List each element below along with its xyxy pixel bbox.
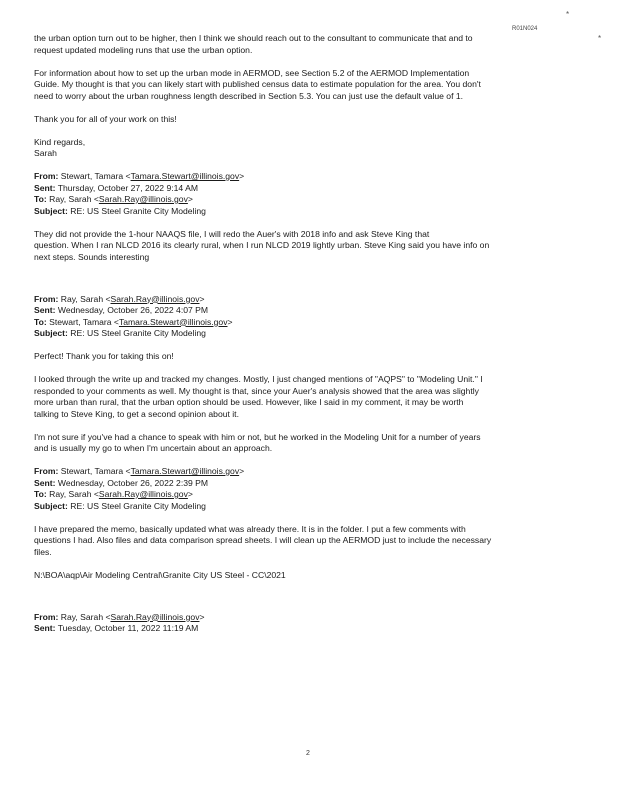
from-name: Stewart, Tamara < <box>60 466 131 476</box>
scan-mark: * <box>566 10 570 19</box>
body-line: Perfect! Thank you for taking this on! <box>34 351 174 361</box>
email-header: From: Stewart, Tamara <Tamara.Stewart@illinois.gov> Sent: Wednesday, October 26, 2022 2:39 PM To: Ray, Sarah <Sarah.Ray@illinois.gov> Subject: RE: US Steel Granite City Modeling <box>34 466 245 511</box>
body-line: request updated modeling runs that use the urban option. <box>34 44 253 55</box>
signature: Sarah <box>34 148 57 158</box>
body-line: next steps. Sounds interesting <box>34 251 150 262</box>
from-name: Ray, Sarah < <box>60 293 111 304</box>
subject-label: Subject: <box>34 205 68 216</box>
email-thread <box>34 33 582 635</box>
sent-label: Sent: <box>34 623 56 633</box>
to-email-link[interactable]: Sarah.Ray@illinois.gov <box>98 194 188 204</box>
from-label: From: <box>34 466 59 476</box>
to-name: Ray, Sarah < <box>49 194 99 204</box>
signoff: Kind regards, <box>34 136 86 147</box>
body-line: more urban than rural, that the urban option should be used. However, like I said in my comment, it may be worth <box>34 397 464 407</box>
body-line: I'm not sure if you've had a chance to speak with him or not, but he worked in the Modeling Unit for a number of years <box>34 431 481 442</box>
from-name: Stewart, Tamara < <box>60 171 131 181</box>
from-name: Ray, Sarah < <box>60 611 111 622</box>
sent-value: Wednesday, October 26, 2022 4:07 PM <box>57 305 209 315</box>
subject-label: Subject: <box>34 328 68 338</box>
body-line: They did not provide the 1-hour NAAQS file, I will redo the Auer's with 2018 info and ask Steve King that <box>34 228 430 239</box>
subject-value: RE: US Steel Granite City Modeling <box>70 328 206 338</box>
email-header: From: Ray, Sarah <Sarah.Ray@illinois.gov> Sent: Wednesday, October 26, 2022 4:07 PM To: Stewart, Tamara <Tamara.Stewart@illinois.gov> Subject: RE: US Steel Granite City Modeling <box>34 293 233 338</box>
scan-mark: * <box>598 34 602 43</box>
to-label: To: <box>34 194 47 204</box>
sent-value: Thursday, October 27, 2022 9:14 AM <box>57 182 199 193</box>
from-email-link[interactable]: Tamara.Stewart@illinois.gov <box>130 466 240 476</box>
to-label: To: <box>34 316 47 327</box>
body-line: I have prepared the memo, basically updated what was already there. It is in the folder. I put a few comments with <box>34 523 466 534</box>
to-label: To: <box>34 489 47 499</box>
body-line: Guide. My thought is that you can likely start with published census data to estimate population for the area. You don't <box>34 79 481 89</box>
bates-stamp: R01N024 <box>512 26 538 32</box>
subject-value: RE: US Steel Granite City Modeling <box>70 205 206 216</box>
from-label: From: <box>34 171 59 181</box>
body-line: For information about how to set up the urban mode in AERMOD, see Section 5.2 of the AERMOD Implementation <box>34 67 470 78</box>
body-line: Thank you for all of your work on this! <box>34 113 177 124</box>
body-line: talking to Steve King, to get a second opinion about it. <box>34 408 239 419</box>
from-email-link[interactable]: Sarah.Ray@illinois.gov <box>110 611 200 622</box>
to-name: Stewart, Tamara < <box>49 316 119 327</box>
sent-label: Sent: <box>34 477 56 488</box>
from-label: From: <box>34 611 59 622</box>
body-line: I looked through the write up and tracked my changes. Mostly, I just changed mentions of "AQPS" to "Modeling Unit." I <box>34 374 483 384</box>
body-line: and is usually my go to when I'm uncertain about an approach. <box>34 443 273 453</box>
from-label: From: <box>34 293 59 304</box>
body-line: question. When I ran NLCD 2016 its clearly rural, when I run NLCD 2019 lightly urban. Steve King said you have info on <box>34 240 490 250</box>
sent-label: Sent: <box>34 305 56 315</box>
to-email-link[interactable]: Tamara.Stewart@illinois.gov <box>118 316 228 327</box>
subject-value: RE: US Steel Granite City Modeling <box>70 500 206 511</box>
body-line: questions I had. Also files and data comparison spread sheets. I will clean up the AERMOD just to include the necessary <box>34 535 492 545</box>
subject-label: Subject: <box>34 500 68 511</box>
page-number: 2 <box>306 750 310 757</box>
body-line: the urban option turn out to be higher, then I think we should reach out to the consultant to communicate that and to <box>34 33 473 43</box>
sent-value: Wednesday, October 26, 2022 2:39 PM <box>57 477 209 488</box>
to-name: Ray, Sarah < <box>49 489 99 499</box>
from-email-link[interactable]: Tamara.Stewart@illinois.gov <box>130 171 240 181</box>
body-line: files. <box>34 546 52 557</box>
from-email-link[interactable]: Sarah.Ray@illinois.gov <box>110 293 200 304</box>
body-line: responded to your comments as well. My thought is that, since your Auer's analysis showed that the area was slightly <box>34 385 479 396</box>
email-header: From: Ray, Sarah <Sarah.Ray@illinois.gov> Sent: Tuesday, October 11, 2022 11:19 AM <box>34 611 205 633</box>
email-header: From: Stewart, Tamara <Tamara.Stewart@illinois.gov> Sent: Thursday, October 27, 2022 9:14 AM To: Ray, Sarah <Sarah.Ray@illinois.gov> Subject: RE: US Steel Granite City Modeling <box>34 171 245 216</box>
sent-label: Sent: <box>34 182 56 193</box>
folder-path: N:\BOA\aqp\Air Modeling Central\Granite City US Steel - CC\2021 <box>34 569 286 580</box>
to-email-link[interactable]: Sarah.Ray@illinois.gov <box>98 489 188 499</box>
body-line: need to worry about the urban roughness length described in Section 5.3. You can just use the default value of 1. <box>34 90 464 101</box>
sent-value: Tuesday, October 11, 2022 11:19 AM <box>57 623 199 633</box>
